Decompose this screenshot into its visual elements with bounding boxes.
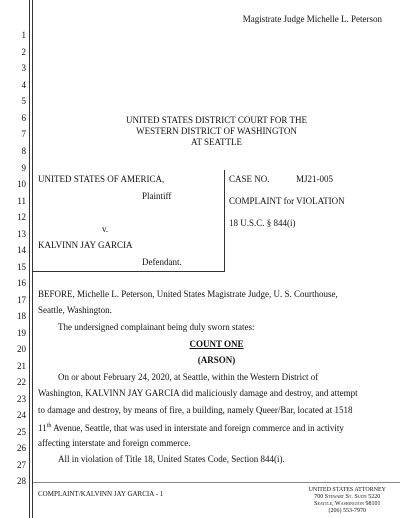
- ordinal-suffix: th: [46, 423, 52, 429]
- line-number: 19: [17, 328, 26, 338]
- case-number-label: CASE NO.: [229, 174, 270, 184]
- plaintiff-name: UNITED STATES OF AMERICA,: [38, 174, 165, 184]
- paragraph-line-2: Washington, KALVINN JAY GARCIA did maliciously damage and destroy, and attempt: [38, 388, 358, 398]
- count-subtitle: (ARSON): [197, 355, 236, 365]
- line-number: 14: [17, 245, 26, 255]
- line-number: 7: [21, 129, 26, 139]
- line-number: 2: [21, 47, 26, 57]
- before-line-1: BEFORE, Michelle L. Peterson, United States Magistrate Judge, U. S. Courthouse,: [38, 289, 338, 299]
- paragraph-line-3: to damage and destroy, by means of fire, a building, namely Queer/Bar, located at 1518: [38, 405, 353, 415]
- left-margin-rule-1: [29, 0, 30, 518]
- court-name-line-2: WESTERN DISTRICT OF WASHINGTON: [136, 126, 297, 136]
- line-number: 15: [17, 262, 26, 272]
- line-number: 6: [21, 113, 26, 123]
- line-number: 11: [17, 196, 26, 206]
- line-number: 9: [21, 163, 26, 173]
- footer-us-attorney-block: [309, 487, 386, 515]
- case-number: MJ21-005: [296, 174, 334, 184]
- street-number: 11: [38, 423, 47, 433]
- court-name-line-1: UNITED STATES DISTRICT COURT FOR THE: [125, 115, 307, 125]
- court-name-line-3: AT SEATTLE: [190, 137, 243, 147]
- paragraph-line-4: [38, 421, 344, 434]
- paragraph-line-1: On or about February 24, 2020, at Seattle, within the Western District of: [58, 372, 319, 382]
- versus: v.: [102, 224, 109, 234]
- footer-caption: COMPLAINT/KALVINN JAY GARCIA - 1: [38, 490, 164, 498]
- line-number: 24: [17, 410, 26, 420]
- line-number: 13: [17, 229, 26, 239]
- line-number: 12: [17, 212, 26, 222]
- sworn-statement: The undersigned complainant being duly sworn states:: [58, 322, 255, 332]
- caption-divider-vertical: [224, 170, 225, 271]
- line-number: 16: [17, 278, 26, 288]
- line-number: 1: [21, 30, 26, 40]
- line-number: 21: [17, 361, 26, 371]
- line-number: 25: [17, 427, 26, 437]
- line-number: 3: [21, 63, 26, 73]
- judge-header: Magistrate Judge Michelle L. Peterson: [242, 14, 382, 24]
- line-number: 26: [17, 443, 26, 453]
- line-number: 23: [17, 394, 26, 404]
- count-title: COUNT ONE: [189, 339, 244, 349]
- paragraph-line-4-text: Avenue, Seattle, that was used in interstate and foreign commerce and in activity: [51, 423, 344, 433]
- footer-rule: [33, 482, 400, 483]
- line-number: 17: [17, 295, 26, 305]
- line-number: 4: [21, 80, 26, 90]
- line-number: 28: [17, 476, 26, 486]
- statute: 18 U.S.C. § 844(i): [229, 218, 296, 228]
- line-number: 20: [17, 344, 26, 354]
- line-number: 22: [17, 377, 26, 387]
- document-type: COMPLAINT for VIOLATION: [229, 196, 345, 206]
- plaintiff-role: Plaintiff: [142, 191, 172, 201]
- paragraph-line-5: affecting interstate and foreign commerce.: [38, 438, 191, 448]
- footer-office: UNITED STATES ATTORNEY: [308, 487, 386, 493]
- line-number: 10: [17, 179, 26, 189]
- caption-divider-horizontal: [33, 271, 225, 272]
- footer-phone: (206) 553-7970: [328, 508, 367, 514]
- before-line-2: Seattle, Washington.: [38, 305, 112, 315]
- line-number: 18: [17, 311, 26, 321]
- footer-address: 700 Stewart St. Suite 5220: [314, 494, 381, 500]
- footer-city: Seattle, Washington 98101: [314, 501, 381, 507]
- line-number: 27: [17, 460, 26, 470]
- line-number: 5: [21, 96, 26, 106]
- line-number: 8: [21, 146, 26, 156]
- left-margin-rule-2: [32, 0, 33, 518]
- violation-statement: All in violation of Title 18, United States Code, Section 844(i).: [58, 454, 285, 464]
- defendant-role: Defendant.: [142, 257, 182, 267]
- defendant-name: KALVINN JAY GARCIA: [38, 240, 133, 250]
